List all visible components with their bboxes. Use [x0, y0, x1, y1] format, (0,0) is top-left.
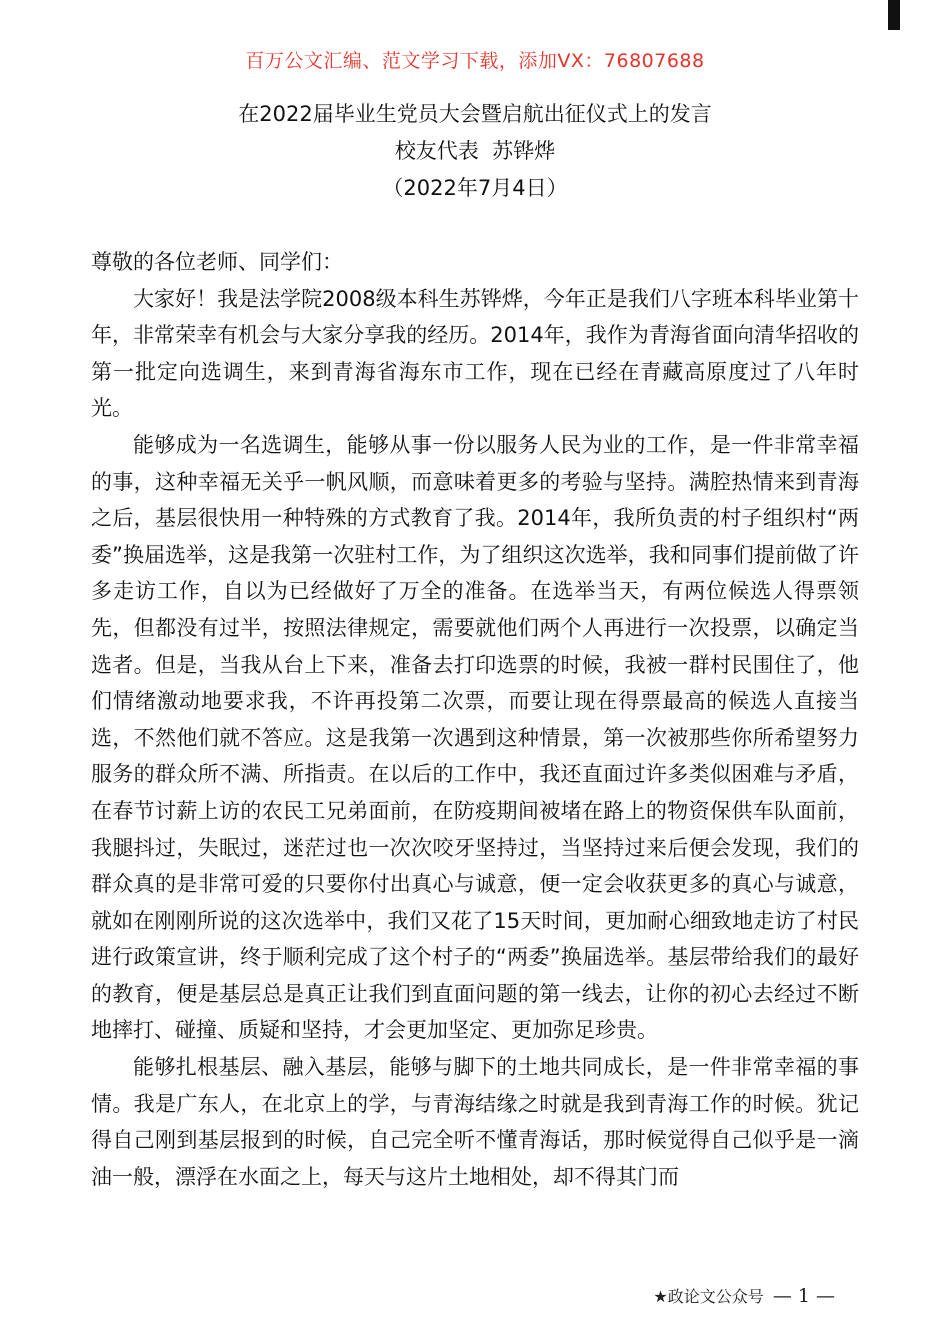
paragraph: 大家好！我是法学院2008级本科生苏铧烨，今年正是我们八字班本科毕业第十年，非常荣幸有机会与大家分享我的经历。2014年，我作为青海省面向清华招收的第一批定向选调生，来到青海省海东市工作，现在已经在青藏高原度过了八年时光。 — [91, 286, 859, 421]
speech-title: 在2022届毕业生党员大会暨启航出征仪式上的发言 — [238, 102, 712, 126]
promo-banner: 百万公文汇编、范文学习下载，添加VX：76807688 — [245, 50, 705, 72]
page-footer — [653, 1284, 835, 1307]
title-block — [0, 96, 950, 207]
speech-date: （2022年7月4日） — [382, 176, 568, 200]
salutation: 尊敬的各位老师、同学们： — [91, 250, 343, 274]
paragraph: 能够成为一名选调生，能够从事一份以服务人民为业的工作，是一件非常幸福的事，这种幸福无关乎一帆风顺，而意味着更多的考验与坚持。满腔热情来到青海之后，基层很快用一种特殊的方式教育了我。2014年，我所负责的村子组织村“两委”换届选举，这是我第一次驻村工作，为了组织这次选举，我和同事们提前做了许多走访工作，自以为已经做好了万全的准备。在选举当天，有两位候选人得票领先，但都没有过半，按照法律规定，需要就他们两个人再进行一次投票，以确定当选者。但是，当我从台上下来，准备去打印选票的时候，我被一群村民围住了，他们情绪激动地要求我，不许再投第二次票，而要让现在得票最高的候选人直接当选，不然他们就不答应。这是我第一次遇到这种情景，第一次被那些你所希望努力服务的群众所不满、所指责。在以后的工作中，我还直面过许多类似困难与矛盾，在春节讨薪上访的农民工兄弟面前，在防疫期间被堵在路上的物资保供车队面前，我腿抖过，失眠过，迷茫过也一次次咬牙坚持过，当坚持过来后便会发现，我们的群众真的是非常可爱的只要你付出真心与诚意，便一定会收获更多的真心与诚意，就如在刚刚所说的这次选举中，我们又花了15天时间，更加耐心细致地走访了村民进行政策宣讲，终于顺利完成了这个村子的“两委”换届选举。基层带给我们的最好的教育，便是基层总是真正让我们到直面问题的第一线去，让你的初心去经过不断地摔打、碰撞、质疑和坚持，才会更加坚定、更加弥足珍贵。 — [91, 432, 859, 1043]
page-number: — 1 — — [772, 1285, 835, 1307]
corner-bookmark-mark — [888, 0, 900, 30]
footer-source: ★政论文公众号 — [653, 1287, 764, 1306]
speaker-line: 校友代表 苏铧烨 — [394, 139, 556, 163]
paragraph: 能够扎根基层、融入基层，能够与脚下的土地共同成长，是一件非常幸福的事情。我是广东人，在北京上的学，与青海结缘之时就是我到青海工作的时候。犹记得自己刚到基层报到的时候，自己完全听不懂青海话，那时候觉得自己似乎是一滴油一般，漂浮在水面之上，每天与这片土地相处，却不得其门而 — [91, 1055, 859, 1189]
speech-body — [91, 244, 859, 1195]
